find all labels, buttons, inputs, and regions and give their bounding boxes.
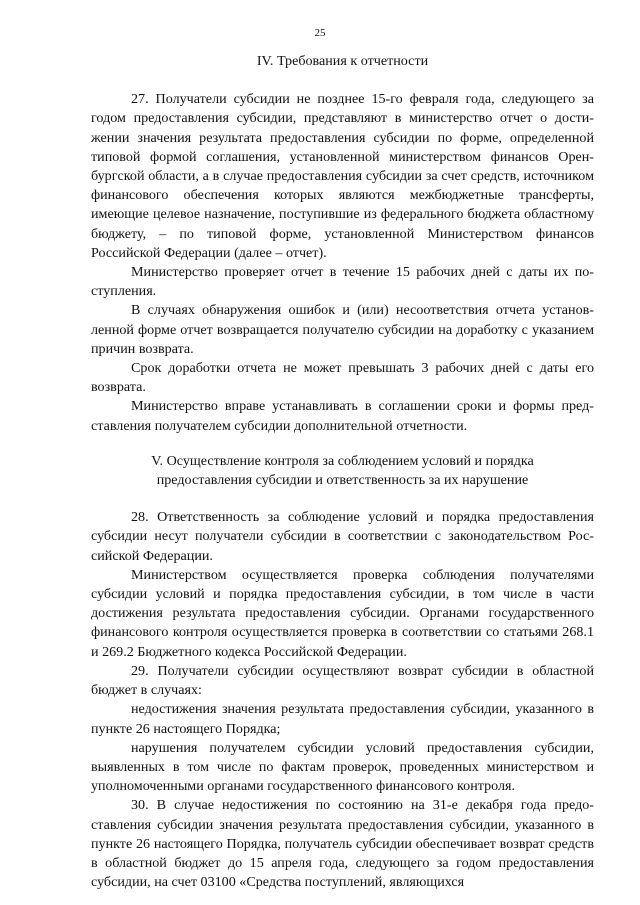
page-number: 25 — [314, 27, 326, 39]
paragraph-rework-term: Срок доработки отчета не может превышать 3 рабочих дней с даты его возврата. — [91, 360, 594, 396]
section-heading-v: V. Осуществление контроля за соблюдением условий и порядка предоставления субсидии и ответственность за их нарушение — [151, 452, 534, 489]
paragraph-case-violation: нарушения получателем субсидии условий предоставления субсидии, выявленных в том числе по фактам проверок, проведенных министерством и уполномоченными органами государственного финансового контроля. — [91, 739, 594, 795]
paragraph-27: 27. Получатели субсидии не позднее 15-го февраля года, следующего за годом предоставления субсидии, представляют в министерство отчет о достижении значения результата предоставления субсидии по форме, определенной типовой формой соглашения, установленной министерством финансов Оренбургской области, а в случае предоставления субсидии за счет средств, источником финансового обеспечения которых являются межбюджетные трансферты, имеющие целевое назначение, поступившие из федерального бюджета областному бюджету, – по типовой форме, установленной Министерством финансов Российской Федерации (далее – отчет). — [91, 91, 594, 261]
paragraph-additional-reporting: Министерство вправе устанавливать в соглашении сроки и формы представления получателем субсидии дополнительной отчетности. — [91, 398, 594, 434]
paragraph-29: 29. Получатели субсидии осуществляют возврат субсидии в областной бюджет в случаях: — [91, 662, 594, 699]
paragraph-case-nonachievement: недостижения значения результата предоставления субсидии, указанного в пункте 26 настоящего Порядка; — [91, 701, 594, 737]
paragraph-control-checks: Министерством осуществляется проверка соблюдения получателями субсидии условий и порядка предоставления субсидии, в том числе в части достижения результата предоставления субсидии. Органами государственного финансового контроля осуществляется проверка в соответствии со статьями 268.1 и 269.2 Бюджетного кодекса Российской Федерации. — [91, 566, 594, 660]
paragraph-28: 28. Ответственность за соблюдение условий и порядка предоставления субсидии несут получатели субсидии в соответствии с законодательством Российской Федерации. — [91, 509, 594, 564]
paragraph-errors-return: В случаях обнаружения ошибок и (или) несоответствия отчета установленной форме отчет возвращается получателю субсидии на доработку с указанием причин возврата. — [91, 302, 594, 357]
document-body — [91, 52, 594, 892]
paragraph-30: 30. В случае недостижения по состоянию на 31-е декабря года предоставления субсидии значения результата предоставления субсидии, указанного в пункте 26 настоящего Порядка, получатель субсидии обеспечивает возврат средств в областной бюджет до 15 апреля года, следующего за годом предоставления субсидии, на счет 03100 «Средства поступлений, являющихся — [91, 797, 594, 891]
section-heading-iv: IV. Требования к отчетности — [256, 53, 429, 69]
paragraph-review-period: Министерство проверяет отчет в течение 15 рабочих дней с даты их поступления. — [91, 264, 594, 300]
